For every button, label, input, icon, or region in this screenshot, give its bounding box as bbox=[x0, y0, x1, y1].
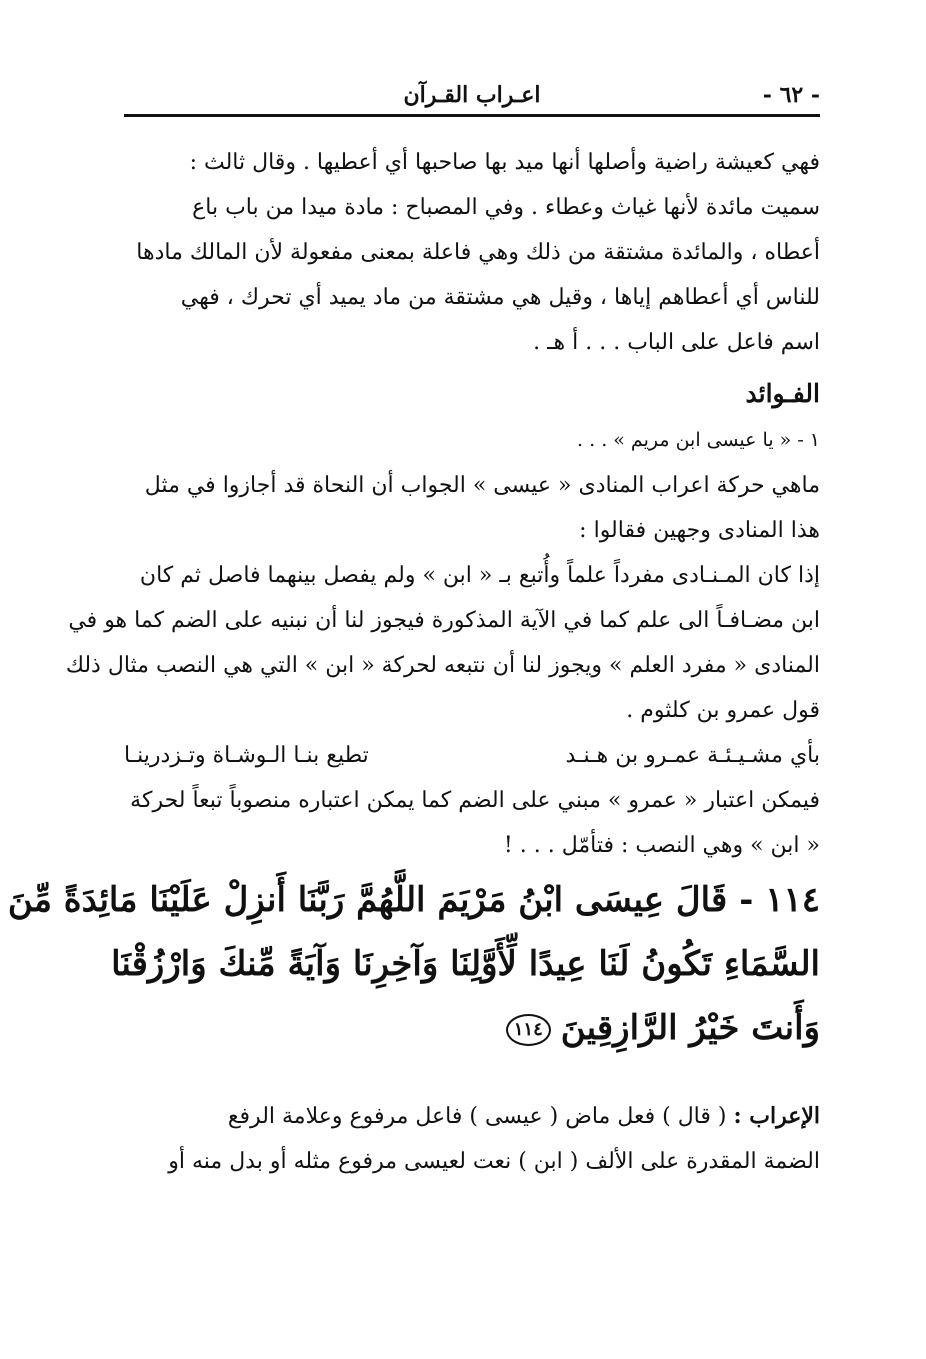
page-header bbox=[124, 78, 820, 114]
quran-line bbox=[124, 996, 820, 1060]
quran-text: وَأَنتَ خَيْرُ الرَّازِقِينَ bbox=[560, 1008, 820, 1048]
i3rab-label: الإعراب : bbox=[733, 1103, 820, 1129]
paragraph-line: فيمكن اعتبار « عمرو » مبني على الضم كما يمكن اعتباره منصوباً تبعاً لحركة bbox=[130, 788, 820, 813]
running-title: اعـراب القـرآن bbox=[403, 82, 541, 108]
paragraph-line: إذا كان المـنـادى مفرداً علماً وأُتبع بـ « ابن » ولم يفصل بينهما فاصل ثم كان bbox=[139, 563, 820, 588]
section-heading-fawaid: الفـوائد bbox=[745, 379, 820, 408]
paragraph-line: للناس أي أعطاهم إياها ، وقيل هي مشتقة من ماد يميد أي تحرك ، فهي bbox=[180, 285, 820, 310]
paragraph-line: ماهي حركة اعراب المنادى « عيسى » الجواب أن النحاة قد أجازوا في مثل bbox=[144, 473, 820, 498]
header-rule bbox=[124, 114, 820, 117]
i3rab-text: ( قال ) فعل ماض ( عيسى ) فاعل مرفوع وعلامة الرفع bbox=[227, 1104, 734, 1129]
paragraph-line: هذا المنادى وجهين فقالوا : bbox=[579, 518, 820, 543]
paragraph-line: أعطاه ، والمائدة مشتقة من ذلك وهي فاعلة بمعنى مفعولة لأن المالك مادها bbox=[136, 240, 820, 265]
paragraph-line: اسم فاعل على الباب . . . أ هـ . bbox=[533, 330, 820, 355]
paragraph-line: سميت مائدة لأنها غياث وعطاء . وفي المصباح : مادة ميدا من باب باع bbox=[192, 195, 820, 220]
quran-text: قَالَ عِيسَى ابْنُ مَرْيَمَ اللَّهُمَّ رَبَّنَا أَنزِلْ عَلَيْنَا مَائِدَةً مِّنَ bbox=[7, 880, 728, 920]
ayah-end-marker: ١١٤ bbox=[506, 1014, 551, 1046]
quran-line: السَّمَاءِ تَكُونُ لَنَا عِيدًا لِّأَوَّلِنَا وَآخِرِنَا وَآيَةً مِّنكَ وَارْزُقْنَا bbox=[111, 944, 820, 984]
paragraph-line: الضمة المقدرة على الألف ( ابن ) نعت لعيسى مرفوع مثله أو بدل منه أو bbox=[168, 1149, 820, 1174]
poetry-first-hemistich: بأي مشـيـئـة عمـرو بن هـنـد bbox=[565, 743, 820, 768]
paragraph-line: فهي كعيشة راضية وأصلها أنها ميد بها صاحبها أي أعطيها . وقال ثالث : bbox=[189, 150, 820, 175]
paragraph-line: قول عمرو بن كلثوم . bbox=[626, 698, 820, 723]
i3rab-section bbox=[124, 1094, 820, 1184]
main-text bbox=[65, 140, 820, 868]
quran-line bbox=[7, 868, 820, 932]
poetry-verse bbox=[124, 733, 820, 778]
paragraph-line: « ابن » وهي النصب : فتأمّل . . . ! bbox=[503, 833, 820, 858]
fawaid-item-title: ١ - « يا عيسى ابن مريم » . . . bbox=[577, 429, 820, 451]
poetry-second-hemistich: تطيع بنـا الـوشـاة وتـزدرينـا bbox=[124, 743, 369, 768]
verse-number: ١١٤ - bbox=[739, 880, 820, 920]
paragraph-line: المنادى « مفرد العلم » ويجوز لنا أن نتبعه لحركة « ابن » التي هي النصب مثال ذلك bbox=[65, 653, 820, 678]
paragraph-line: ابن مضـافـاً الى علم كما في الآية المذكورة فيجوز لنا أن نبنيه على الضم كما هو في bbox=[68, 608, 820, 633]
page-number: - ٦٢ - bbox=[762, 82, 820, 108]
paragraph-line bbox=[124, 1094, 820, 1139]
quran-verse-block bbox=[7, 868, 820, 1060]
